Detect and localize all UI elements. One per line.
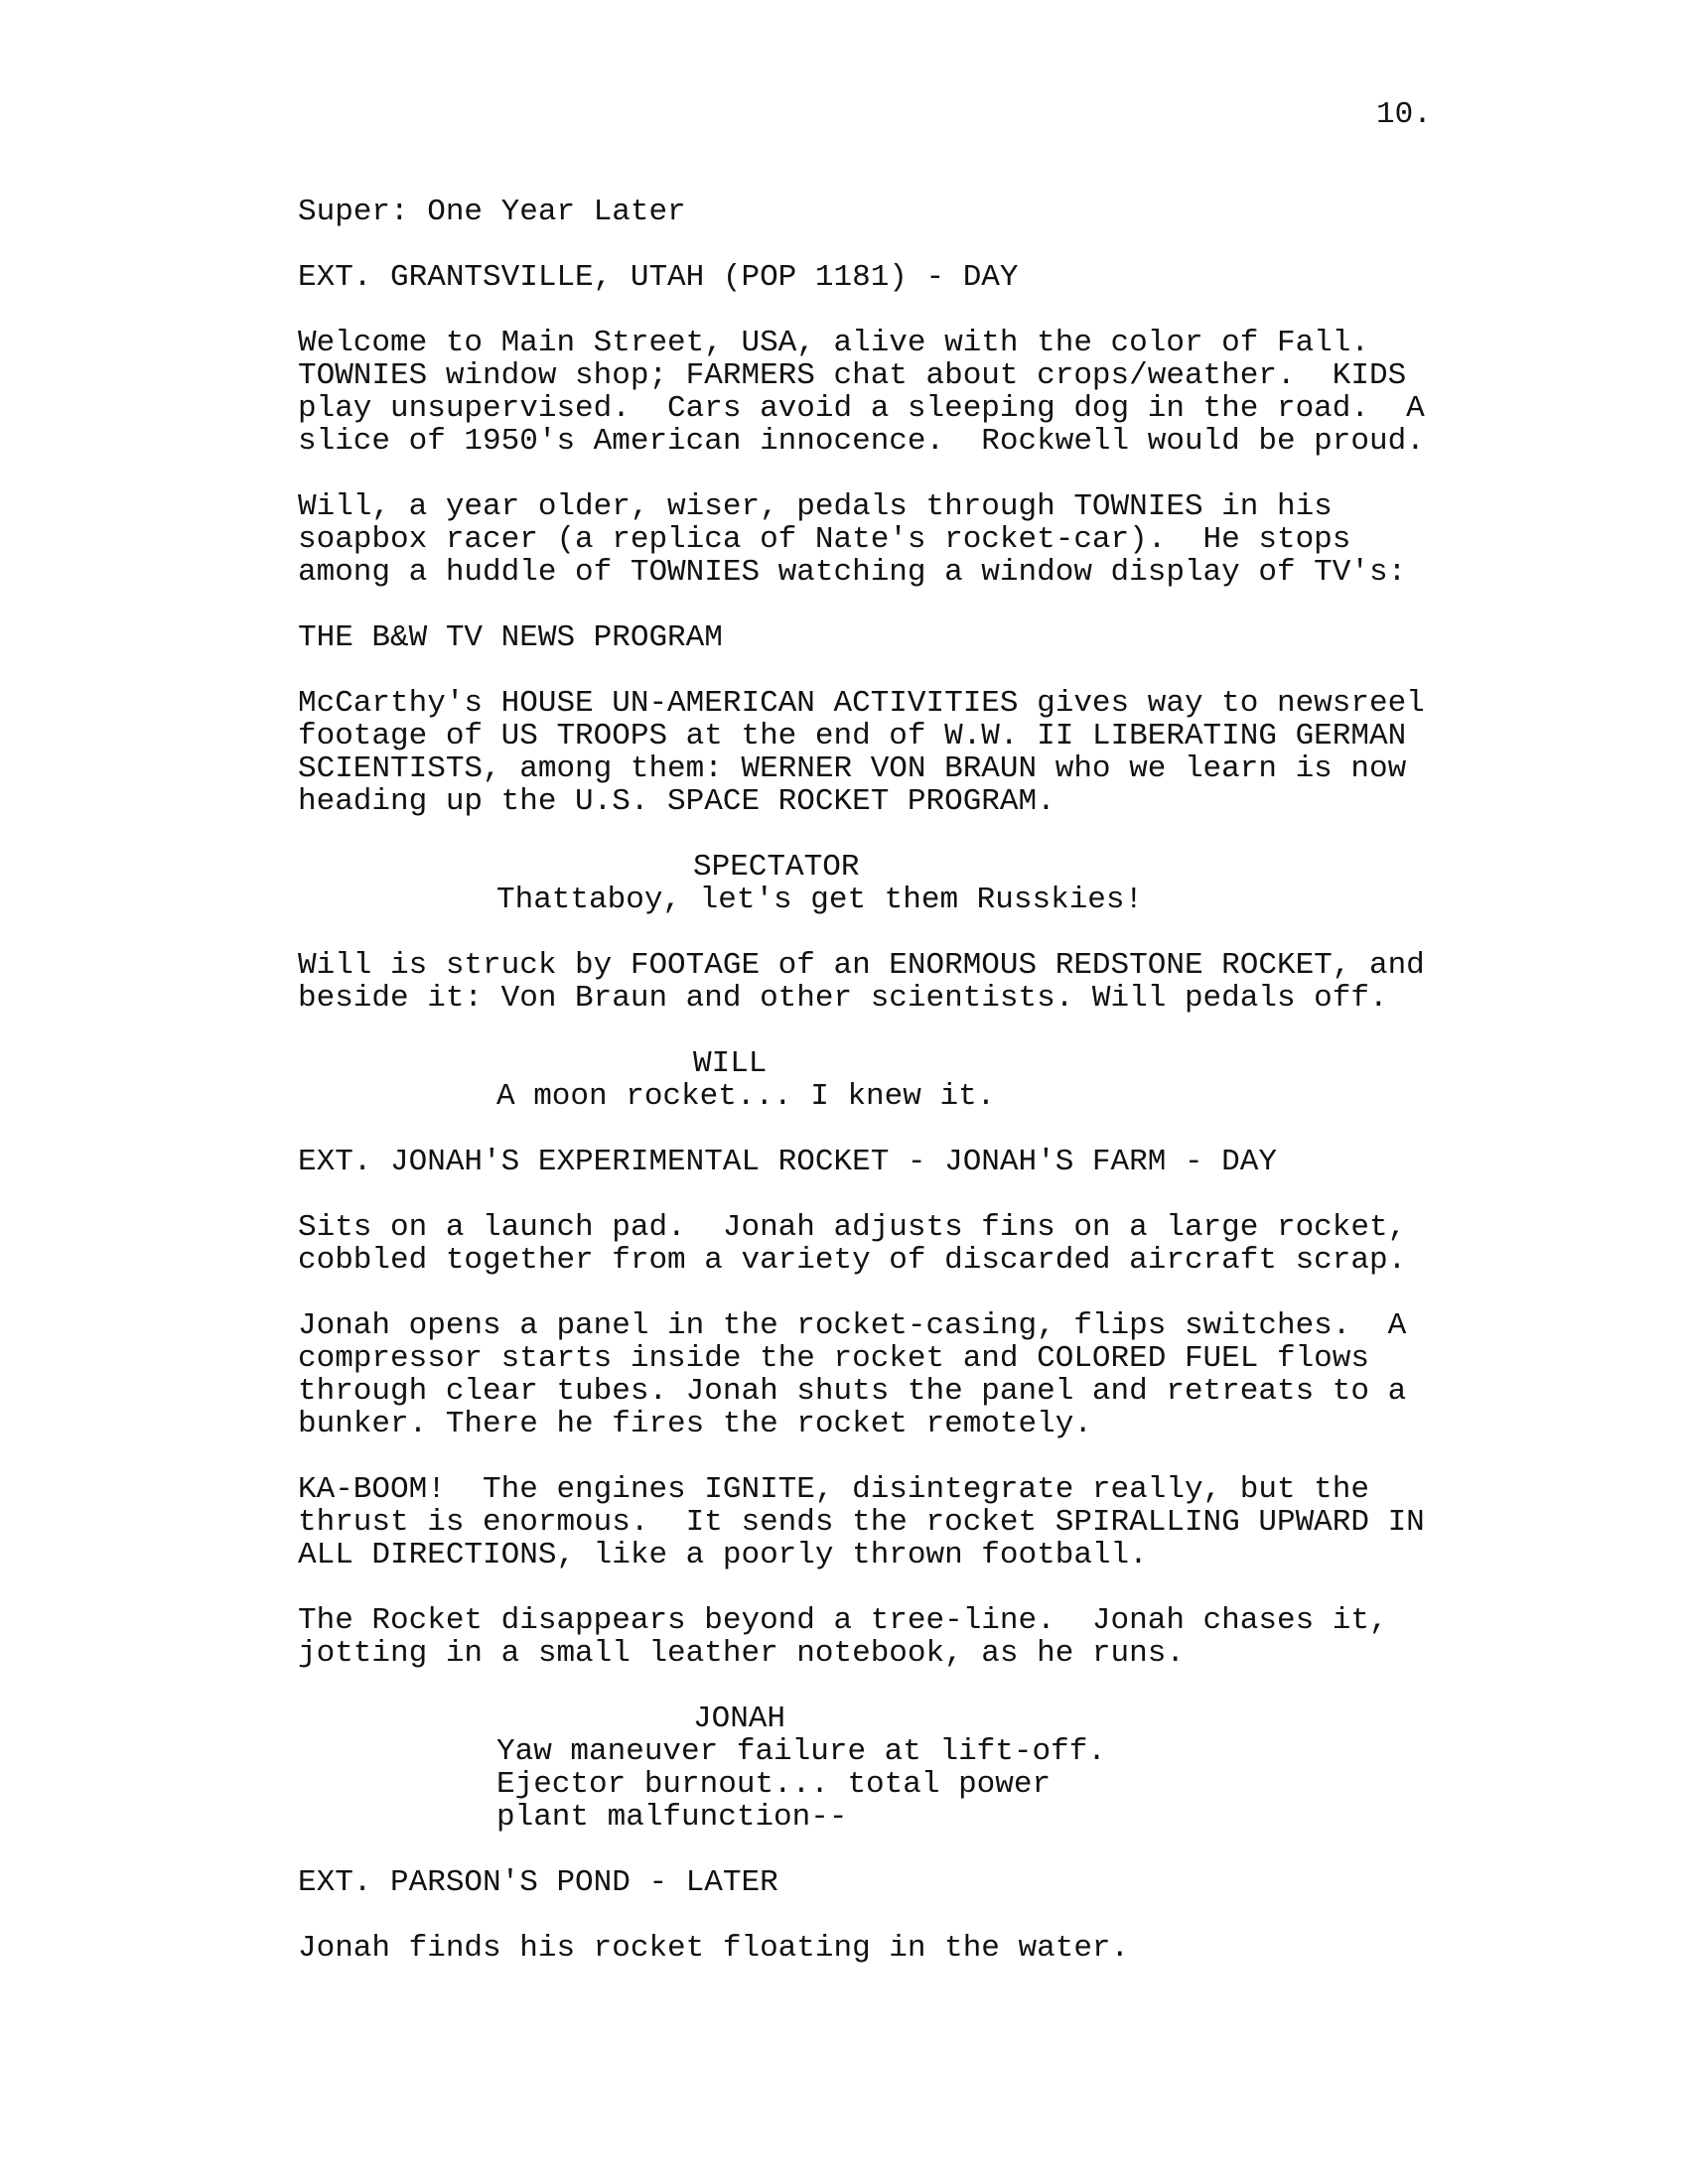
action-rocket-floating: Jonah finds his rocket floating in the water. <box>298 1931 1130 1966</box>
screenplay-body <box>298 196 1489 1965</box>
scene-heading-jonahs-farm: EXT. JONAH'S EXPERIMENTAL ROCKET - JONAH'S FARM - DAY <box>298 1145 1277 1179</box>
spacer <box>298 1277 1489 1309</box>
subheading-tv-news: THE B&W TV NEWS PROGRAM <box>298 620 723 655</box>
spacer <box>298 1178 1489 1211</box>
spacer <box>298 818 1489 851</box>
scene-heading-grantsville: EXT. GRANTSVILLE, UTAH (POP 1181) - DAY <box>298 260 1019 295</box>
super-text: Super: One Year Later <box>298 195 686 229</box>
action-main-street: Welcome to Main Street, USA, alive with the color of Fall. TOWNIES window shop; FARMERS chat about crops/weather. KIDS play unsupervised. Cars avoid a sleeping dog in the road. A slice of 1950's American innocence. Rockwell would be proud. <box>298 326 1425 459</box>
spacer <box>298 916 1489 949</box>
spacer <box>298 1113 1489 1146</box>
spacer <box>298 1440 1489 1473</box>
action-launch-pad: Sits on a launch pad. Jonah adjusts fins on a large rocket, cobbled together from a variety of discarded aircraft scrap. <box>298 1210 1407 1278</box>
character-spectator: SPECTATOR <box>693 850 860 885</box>
action-rocket-disappears: The Rocket disappears beyond a tree-line. Jonah chases it, jotting in a small leather notebook, as he runs. <box>298 1603 1388 1671</box>
dialogue-will: A moon rocket... I knew it. <box>496 1079 996 1114</box>
action-redstone-footage: Will is struck by FOOTAGE of an ENORMOUS REDSTONE ROCKET, and beside it: Von Braun and other scientists. Will pedals off. <box>298 948 1425 1016</box>
character-jonah: JONAH <box>693 1702 786 1736</box>
scene-heading-parsons-pond: EXT. PARSON'S POND - LATER <box>298 1865 778 1900</box>
action-panel-switches: Jonah opens a panel in the rocket-casing, flips switches. A compressor starts inside the rocket and COLORED FUEL flows through clear tubes. Jonah shuts the panel and retreats to a bunker. There he fires the rocket remotely. <box>298 1308 1407 1441</box>
spacer <box>298 458 1489 490</box>
spacer <box>298 654 1489 687</box>
action-will-pedals: Will, a year older, wiser, pedals through TOWNIES in his soapbox racer (a replica of Nate's rocket-car). He stops among a huddle of TOWNIES watching a window display of TV's: <box>298 489 1407 590</box>
spacer <box>298 294 1489 327</box>
page-number: 10. <box>1376 97 1432 132</box>
spacer <box>298 1899 1489 1932</box>
spacer <box>298 1834 1489 1866</box>
action-newsreel: McCarthy's HOUSE UN-AMERICAN ACTIVITIES gives way to newsreel footage of US TROOPS at the end of W.W. II LIBERATING GERMAN SCIENTISTS, among them: WERNER VON BRAUN who we learn is now heading up the U.S. SPACE ROCKET PROGRAM. <box>298 686 1425 819</box>
character-will: WILL <box>693 1046 768 1081</box>
dialogue-jonah: Yaw maneuver failure at lift-off. Ejector burnout... total power plant malfunction-- <box>496 1734 1106 1835</box>
spacer <box>298 1670 1489 1703</box>
spacer <box>298 228 1489 261</box>
spacer <box>298 589 1489 621</box>
spacer <box>298 1015 1489 1047</box>
dialogue-spectator: Thattaboy, let's get them Russkies! <box>496 883 1144 917</box>
spacer <box>298 1571 1489 1604</box>
action-ka-boom: KA-BOOM! The engines IGNITE, disintegrate really, but the thrust is enormous. It sends the rocket SPIRALLING UPWARD IN ALL DIRECTIONS, like a poorly thrown football. <box>298 1472 1425 1572</box>
